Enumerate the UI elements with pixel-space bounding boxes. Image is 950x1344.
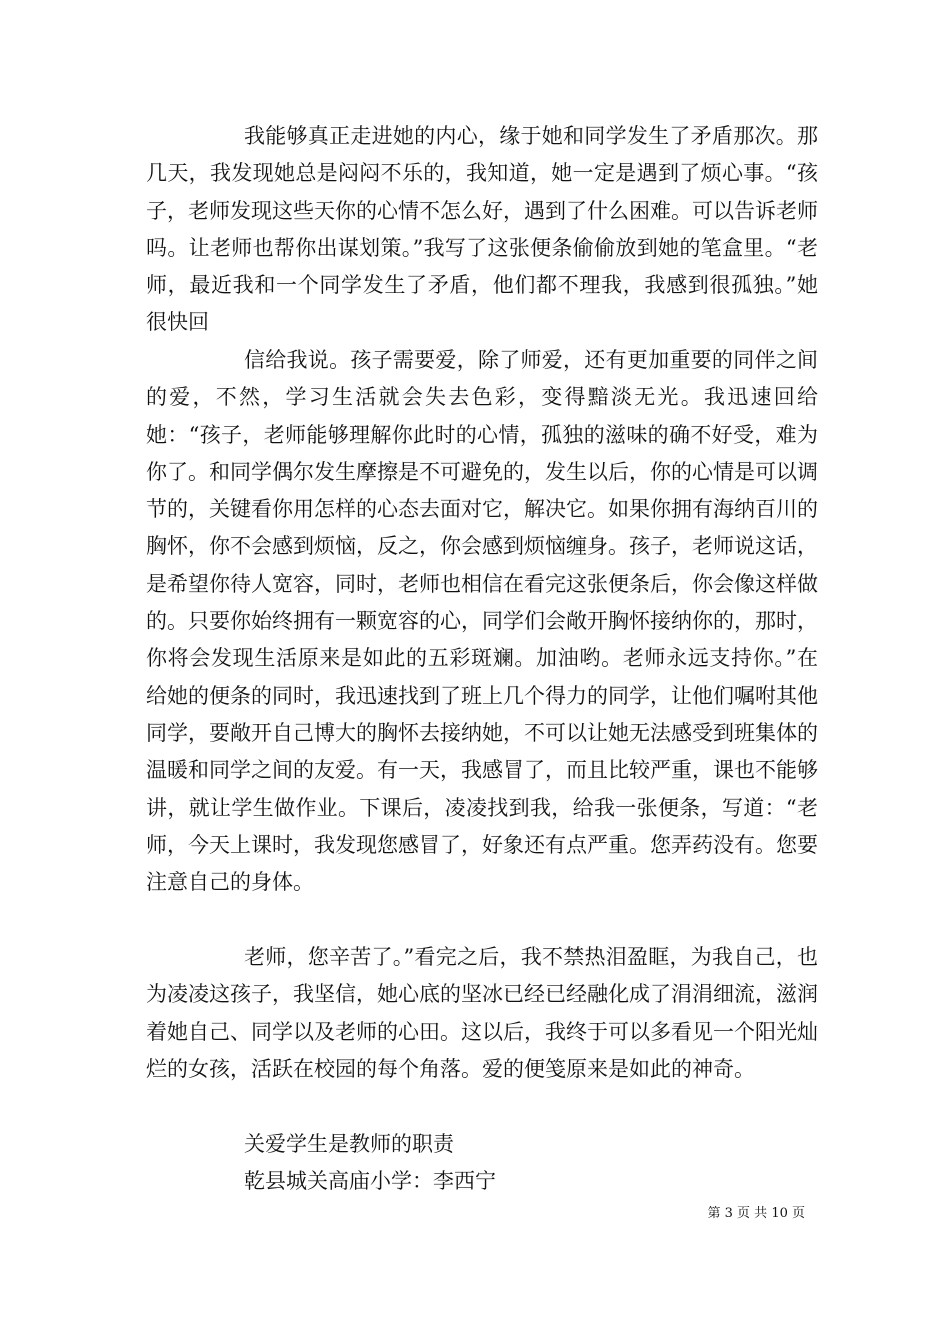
- paragraph-1: [146, 118, 818, 342]
- article-author: 乾县城关高庙小学：李西宁: [244, 1169, 496, 1193]
- paragraph-3: [146, 939, 818, 1088]
- page-number-text: 第 3 页 共 10 页: [707, 1206, 805, 1221]
- page-footer: [708, 1205, 805, 1223]
- paragraph-text: 我能够真正走进她的内心，缘于她和同学发生了矛盾那次。那几天，我发现她总是闷闷不乐的，我知道，她一定是遇到了烦心事。“孩子，老师发现这些天你的心情不怎么好，遇到了什么困难。可以告诉老师吗。让老师也帮你出谋划策。”我写了这张便条偷偷放到她的笔盒里。“老师，最近我和一个同学发生了矛盾，他们都不理我，我感到很孤独。”她很快回: [146, 124, 818, 335]
- article-title: 关爱学生是教师的职责: [244, 1132, 454, 1156]
- paragraph-text: 老师，您辛苦了。”看完之后，我不禁热泪盈眶，为我自己，也为凌凌这孩子，我坚信，她心底的坚冰已经已经融化成了涓涓细流，滋润着她自己、同学以及老师的心田。这以后，我终于可以多看见一个阳光灿烂的女孩，活跃在校园的每个角落。爱的便笺原来是如此的神奇。: [146, 945, 818, 1081]
- paragraph-text: 信给我说。孩子需要爱，除了师爱，还有更加重要的同伴之间的爱，不然，学习生活就会失去色彩，变得黯淡无光。我迅速回给她：“孩子，老师能够理解你此时的心情，孤独的滋味的确不好受，难为你了。和同学偶尔发生摩擦是不可避免的，发生以后，你的心情是可以调节的，关键看你用怎样的心态去面对它，解决它。如果你拥有海纳百川的胸怀，你不会感到烦恼，反之，你会感到烦恼缠身。孩子，老师说这话，是希望你待人宽容，同时，老师也相信在看完这张便条后，你会像这样做的。只要你始终拥有一颗宽容的心，同学们会敞开胸怀接纳你的，那时，你将会发现生活原来是如此的五彩斑斓。加油哟。老师永远支持你。”在给她的便条的同时，我迅速找到了班上几个得力的同学，让他们嘱咐其他同学，要敞开自己博大的胸怀去接纳她，不可以让她无法感受到班集体的温暖和同学之间的友爱。有一天，我感冒了，而且比较严重，课也不能够讲，就让学生做作业。下课后，凌凌找到我，给我一张便条，写道：“老师，今天上课时，我发现您感冒了，好象还有点严重。您弄药没有。您要注意自己的身体。: [146, 348, 818, 895]
- paragraph-2: [146, 342, 818, 901]
